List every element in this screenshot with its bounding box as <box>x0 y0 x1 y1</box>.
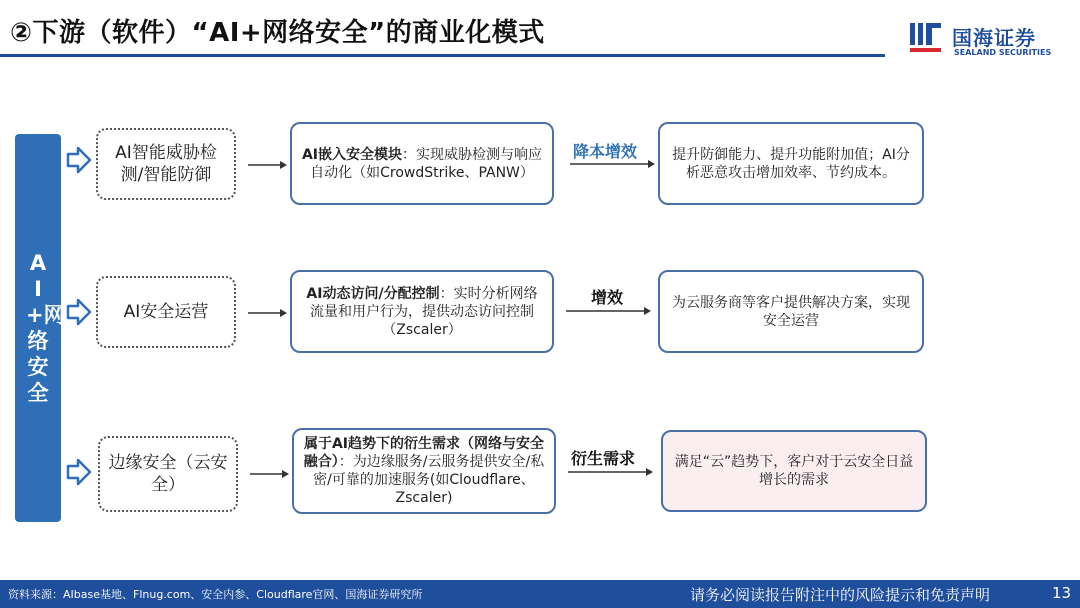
logo-name-en: SEALAND SECURITIES <box>954 48 1052 57</box>
source-label: AI安全运营 <box>123 302 209 322</box>
ai-security-side-bar <box>15 134 65 522</box>
footer-bar <box>0 580 1080 608</box>
sealand-logo-icon <box>908 20 944 56</box>
arrow-icon <box>568 467 654 477</box>
arrow-icon <box>250 469 290 479</box>
page-number: 13 <box>1052 584 1072 602</box>
fat-arrow-icon <box>66 298 92 326</box>
outcome-text: 提升防御能力、提升功能附加值；AI分析恶意攻击增加效率、节约成本。 <box>672 146 910 181</box>
page-title: ②下游（软件）“AI+网络安全”的商业化模式 <box>10 18 545 48</box>
arrow-icon <box>248 160 288 170</box>
logo-name-cn: 国海证券 <box>952 26 1036 50</box>
title-underline <box>0 54 885 57</box>
side-bar-label: AI+网络安全 <box>26 251 65 405</box>
model-box <box>290 270 554 353</box>
model-bold-text: 属于AI趋势下的衍生需求（网络与安全融合） <box>303 436 545 470</box>
fat-arrow-icon <box>66 146 92 174</box>
sealand-logo <box>908 20 1068 64</box>
model-text: ：实现威胁检测与响应自动化（如CrowdStrike、PANW） <box>310 146 543 181</box>
outcome-box <box>661 430 927 512</box>
arrow-icon <box>570 159 656 169</box>
outcome-text: 为云服务商等客户提供解决方案，实现安全运营 <box>672 294 910 329</box>
source-label: AI智能威胁检测/智能防御 <box>115 143 217 185</box>
footer-disclaimer: 请务必阅读报告附注中的风险提示和免责声明 <box>690 586 991 604</box>
outcome-text: 满足“云”趋势下，客户对于云安全日益增长的需求 <box>674 454 914 488</box>
source-box <box>98 436 238 512</box>
outcome-box <box>658 270 924 353</box>
source-box <box>96 128 236 200</box>
model-text: ：实时分析网络流量和用户行为，提供动态访问控制（Zscaler） <box>310 285 538 338</box>
arrow-label: 衍生需求 <box>571 449 636 468</box>
source-label: 边缘安全（云安全） <box>108 453 228 495</box>
source-box <box>96 276 236 348</box>
arrow-label: 增效 <box>591 288 624 307</box>
arrow-icon <box>248 308 288 318</box>
fat-arrow-icon <box>66 458 92 486</box>
model-box <box>292 428 556 514</box>
model-bold-text: AI动态访问/分配控制 <box>306 285 440 302</box>
arrow-label: 降本增效 <box>573 142 638 161</box>
model-box <box>290 122 554 205</box>
footer-source: 资料来源：AIbase基地、Flnug.com、安全内参、Cloudflare官网、国海证券研究所 <box>8 588 423 601</box>
model-text: ：为边缘服务/云服务提供安全/私密/可靠的加速服务(如Cloudflare、Zscaler) <box>313 454 545 506</box>
arrow-icon <box>566 306 652 316</box>
model-bold-text: AI嵌入安全模块 <box>301 146 403 163</box>
outcome-box <box>658 122 924 205</box>
